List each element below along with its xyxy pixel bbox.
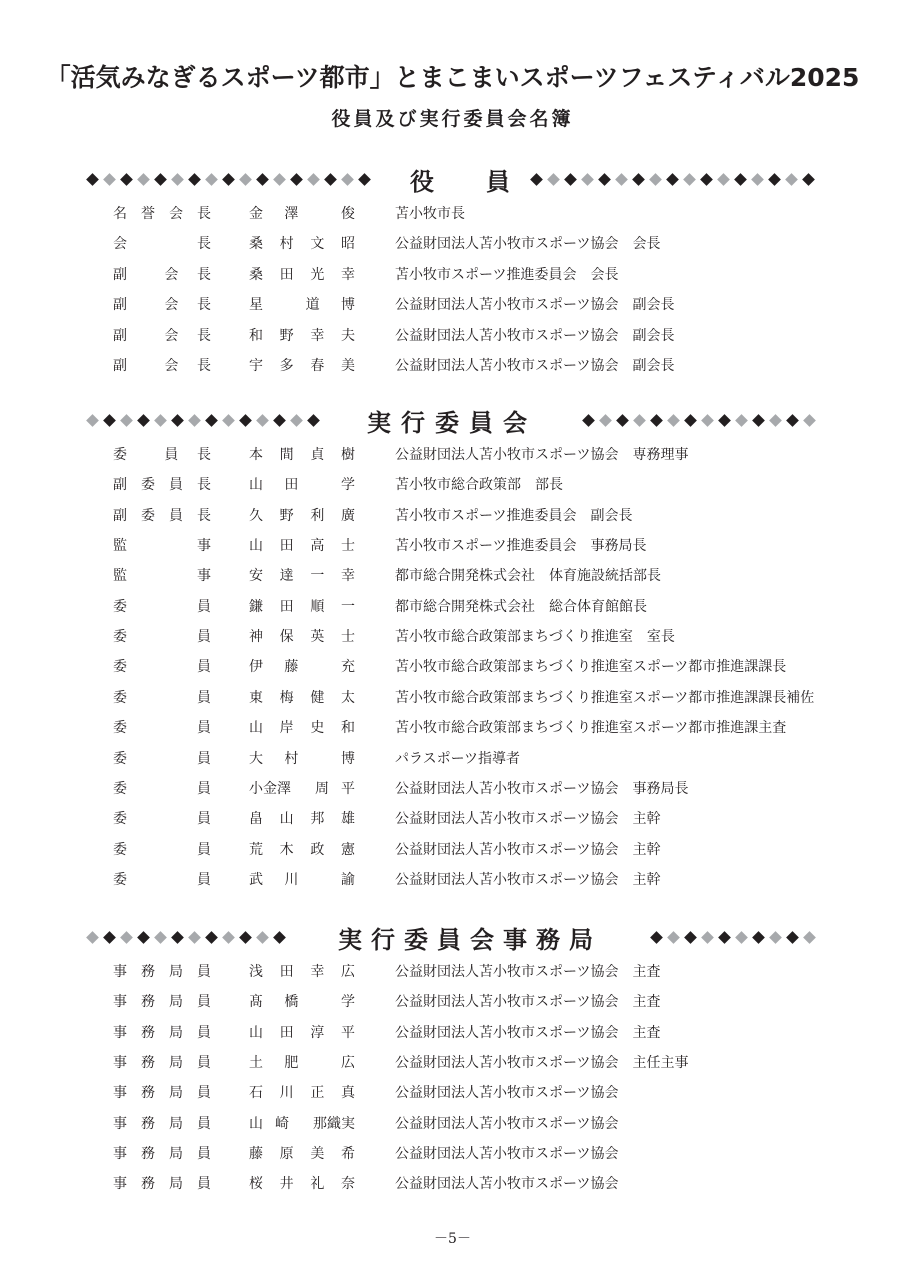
diamond-ornament-icon [103, 931, 116, 944]
person-name: 浅 田 幸 広 [249, 964, 355, 980]
diamond-divider-right [648, 929, 818, 945]
organization-position: 苫小牧市総合政策部まちづくり推進室スポーツ都市推進課課長補佐 [395, 689, 815, 706]
diamond-ornament-icon [205, 414, 218, 427]
roster-row [0, 687, 905, 709]
role-title: 名 誉 会 長 [113, 206, 211, 222]
organization-position: 苫小牧市総合政策部まちづくり推進室 室長 [395, 629, 675, 646]
roster-row [0, 717, 905, 739]
roster-row [0, 203, 905, 225]
diamond-ornament-icon [273, 931, 286, 944]
diamond-ornament-icon [768, 173, 781, 186]
diamond-ornament-icon [341, 173, 354, 186]
diamond-ornament-icon [273, 173, 286, 186]
diamond-divider-left [84, 929, 288, 945]
role-title: 監 事 [113, 568, 211, 585]
diamond-ornament-icon [667, 931, 680, 944]
diamond-ornament-icon [718, 414, 731, 427]
diamond-ornament-icon [649, 173, 662, 186]
person-name: 宇 多 春 美 [249, 358, 355, 374]
diamond-ornament-icon [734, 173, 747, 186]
roster-row [0, 1113, 905, 1135]
role-title: 事 務 局 員 [113, 1085, 211, 1102]
diamond-ornament-icon [616, 414, 629, 427]
diamond-ornament-icon [307, 414, 320, 427]
diamond-ornament-icon [290, 173, 303, 186]
diamond-divider-left [84, 412, 322, 428]
roster-row [0, 325, 905, 347]
organization-position: 公益財団法人苫小牧市スポーツ協会 [395, 1085, 619, 1102]
diamond-ornament-icon [358, 173, 371, 186]
person-name: 荒 木 政 憲 [249, 841, 355, 858]
role-title: 事 務 局 員 [113, 1024, 211, 1041]
diamond-ornament-icon [86, 173, 99, 186]
diamond-ornament-icon [256, 414, 269, 427]
diamond-ornament-icon [103, 414, 116, 427]
diamond-ornament-icon [683, 173, 696, 186]
diamond-ornament-icon [803, 414, 816, 427]
diamond-ornament-icon [120, 173, 133, 186]
document-subtitle: 役員及び実行委員会名簿 [331, 108, 574, 130]
diamond-ornament-icon [666, 173, 679, 186]
role-title: 委 員 [113, 629, 211, 646]
roster-row [0, 748, 905, 770]
diamond-ornament-icon [547, 173, 560, 186]
diamond-ornament-icon [752, 931, 765, 944]
role-title: 監 事 [113, 538, 211, 555]
role-title: 委 員 [113, 811, 211, 828]
diamond-ornament-icon [86, 414, 99, 427]
diamond-ornament-icon [581, 173, 594, 186]
diamond-ornament-icon [290, 414, 303, 427]
person-name: 畠 山 邦 雄 [249, 811, 355, 828]
person-name: 鎌 田 順 一 [249, 598, 355, 615]
diamond-ornament-icon [633, 414, 646, 427]
person-name: 東 梅 健 太 [249, 689, 355, 706]
diamond-ornament-icon [598, 173, 611, 186]
role-title: 副 会 長 [113, 297, 211, 314]
person-name: 伊 藤 充 [249, 659, 355, 676]
diamond-ornament-icon [120, 931, 133, 944]
diamond-ornament-icon [103, 173, 116, 186]
diamond-ornament-icon [615, 173, 628, 186]
person-name: 武 川 諭 [249, 871, 355, 888]
roster-row [0, 294, 905, 316]
roster-row [0, 505, 905, 527]
diamond-ornament-icon [188, 173, 201, 186]
organization-position: 苫小牧市総合政策部まちづくり推進室スポーツ都市推進課課長 [395, 659, 787, 676]
page-number: －5－ [434, 1231, 471, 1247]
person-name: 金 澤 俊 [249, 206, 355, 222]
person-name: 藤 原 美 希 [249, 1146, 355, 1163]
diamond-ornament-icon [717, 173, 730, 186]
roster-row [0, 1022, 905, 1044]
person-name: 神 保 英 士 [249, 629, 355, 646]
role-title: 副 会 長 [113, 358, 211, 374]
person-name: 山 田 高 士 [249, 538, 355, 555]
organization-position: 公益財団法人苫小牧市スポーツ協会 主任主事 [395, 1055, 689, 1072]
diamond-ornament-icon [188, 414, 201, 427]
diamond-ornament-icon [205, 173, 218, 186]
organization-position: 公益財団法人苫小牧市スポーツ協会 副会長 [395, 297, 675, 314]
diamond-ornament-icon [239, 173, 252, 186]
diamond-ornament-icon [667, 414, 680, 427]
organization-position: 苫小牧市スポーツ推進委員会 副会長 [395, 507, 633, 524]
organization-position: 公益財団法人苫小牧市スポーツ協会 主査 [395, 964, 661, 980]
diamond-ornament-icon [256, 931, 269, 944]
diamond-ornament-icon [735, 931, 748, 944]
diamond-ornament-icon [701, 931, 714, 944]
document-title: 「活気みなぎるスポーツ都市」とまこまいスポーツフェスティバル2025 [45, 63, 860, 92]
organization-position: 公益財団法人苫小牧市スポーツ協会 会長 [395, 236, 661, 253]
organization-position: 公益財団法人苫小牧市スポーツ協会 [395, 1146, 619, 1163]
organization-position: 苫小牧市スポーツ推進委員会 会長 [395, 266, 619, 283]
roster-row [0, 565, 905, 587]
section-title: 役 員 [410, 168, 524, 196]
diamond-ornament-icon [786, 414, 799, 427]
diamond-divider-right [580, 412, 818, 428]
roster-row [0, 444, 905, 466]
section-header [0, 403, 905, 437]
role-title: 事 務 局 員 [113, 1176, 211, 1193]
diamond-ornament-icon [222, 414, 235, 427]
diamond-ornament-icon [171, 931, 184, 944]
diamond-ornament-icon [239, 414, 252, 427]
diamond-ornament-icon [324, 173, 337, 186]
roster-row [0, 1143, 905, 1165]
roster-row [0, 264, 905, 286]
diamond-ornament-icon [188, 931, 201, 944]
diamond-ornament-icon [154, 931, 167, 944]
organization-position: 公益財団法人苫小牧市スポーツ協会 主幹 [395, 841, 661, 858]
organization-position: 公益財団法人苫小牧市スポーツ協会 主幹 [395, 871, 661, 888]
diamond-ornament-icon [802, 173, 815, 186]
diamond-ornament-icon [701, 414, 714, 427]
person-name: 本 間 貞 樹 [249, 447, 355, 463]
roster-row [0, 961, 905, 983]
diamond-ornament-icon [786, 931, 799, 944]
organization-position: 公益財団法人苫小牧市スポーツ協会 専務理事 [395, 447, 689, 463]
organization-position: 苫小牧市総合政策部 部長 [395, 477, 563, 494]
diamond-ornament-icon [632, 173, 645, 186]
organization-position: 都市総合開発株式会社 体育施設統括部長 [395, 568, 661, 585]
diamond-ornament-icon [751, 173, 764, 186]
diamond-ornament-icon [171, 173, 184, 186]
role-title: 委 員 長 [113, 447, 211, 463]
diamond-ornament-icon [752, 414, 765, 427]
organization-position: 苫小牧市スポーツ推進委員会 事務局長 [395, 538, 647, 555]
person-name: 和 野 幸 夫 [249, 327, 355, 344]
role-title: 委 員 [113, 871, 211, 888]
person-name: 安 達 一 幸 [249, 568, 355, 585]
role-title: 副 会 長 [113, 327, 211, 344]
diamond-ornament-icon [137, 414, 150, 427]
diamond-divider-left [84, 171, 373, 187]
roster-row [0, 474, 905, 496]
diamond-ornament-icon [120, 414, 133, 427]
roster-row [0, 233, 905, 255]
person-name: 山 岸 史 和 [249, 720, 355, 737]
role-title: 委 員 [113, 780, 211, 797]
organization-position: 公益財団法人苫小牧市スポーツ協会 [395, 1176, 619, 1193]
role-title: 事 務 局 員 [113, 1115, 211, 1132]
person-name: 山 田 淳 平 [249, 1024, 355, 1041]
roster-row [0, 535, 905, 557]
diamond-ornament-icon [205, 931, 218, 944]
role-title: 事 務 局 員 [113, 994, 211, 1011]
person-name: 大 村 博 [249, 750, 355, 767]
diamond-ornament-icon [769, 414, 782, 427]
diamond-ornament-icon [154, 173, 167, 186]
diamond-ornament-icon [718, 931, 731, 944]
person-name: 山 崎 那織実 [249, 1115, 355, 1132]
organization-position: 公益財団法人苫小牧市スポーツ協会 副会長 [395, 358, 675, 374]
diamond-ornament-icon [803, 931, 816, 944]
role-title: 事 務 局 員 [113, 964, 211, 980]
role-title: 委 員 [113, 841, 211, 858]
roster-row [0, 1052, 905, 1074]
diamond-ornament-icon [684, 414, 697, 427]
role-title: 委 員 [113, 598, 211, 615]
role-title: 委 員 [113, 720, 211, 737]
diamond-ornament-icon [154, 414, 167, 427]
diamond-ornament-icon [599, 414, 612, 427]
organization-position: 苫小牧市長 [395, 206, 465, 222]
section-title: 実行委員会 [367, 409, 537, 437]
person-name: 髙 橋 学 [249, 994, 355, 1011]
role-title: 副 委 員 長 [113, 477, 211, 494]
person-name: 星 道 博 [249, 297, 355, 314]
diamond-ornament-icon [222, 173, 235, 186]
organization-position: 公益財団法人苫小牧市スポーツ協会 主査 [395, 1024, 661, 1041]
roster-row [0, 808, 905, 830]
roster-row [0, 869, 905, 891]
diamond-ornament-icon [222, 931, 235, 944]
diamond-ornament-icon [86, 931, 99, 944]
roster-row [0, 1082, 905, 1104]
section-header [0, 162, 905, 196]
roster-row [0, 778, 905, 800]
roster-row [0, 656, 905, 678]
diamond-ornament-icon [735, 414, 748, 427]
diamond-ornament-icon [530, 173, 543, 186]
diamond-divider-right [528, 171, 817, 187]
diamond-ornament-icon [582, 414, 595, 427]
person-name: 小金澤 周 平 [249, 780, 355, 797]
organization-position: 苫小牧市総合政策部まちづくり推進室スポーツ都市推進課主査 [395, 720, 787, 737]
diamond-ornament-icon [564, 173, 577, 186]
diamond-ornament-icon [137, 931, 150, 944]
diamond-ornament-icon [137, 173, 150, 186]
diamond-ornament-icon [769, 931, 782, 944]
person-name: 石 川 正 真 [249, 1085, 355, 1102]
roster-row [0, 626, 905, 648]
organization-position: 公益財団法人苫小牧市スポーツ協会 [395, 1115, 619, 1132]
person-name: 久 野 利 廣 [249, 507, 355, 524]
person-name: 桑 田 光 幸 [249, 266, 355, 283]
role-title: 委 員 [113, 689, 211, 706]
diamond-ornament-icon [700, 173, 713, 186]
diamond-ornament-icon [307, 173, 320, 186]
role-title: 会 長 [113, 236, 211, 253]
person-name: 桜 井 礼 奈 [249, 1176, 355, 1193]
organization-position: 公益財団法人苫小牧市スポーツ協会 主幹 [395, 811, 661, 828]
organization-position: 公益財団法人苫小牧市スポーツ協会 副会長 [395, 327, 675, 344]
section-title: 実行委員会事務局 [338, 926, 602, 954]
role-title: 副 会 長 [113, 266, 211, 283]
diamond-ornament-icon [171, 414, 184, 427]
diamond-ornament-icon [239, 931, 252, 944]
section-header [0, 920, 905, 954]
diamond-ornament-icon [650, 414, 663, 427]
roster-row [0, 355, 905, 377]
organization-position: 公益財団法人苫小牧市スポーツ協会 事務局長 [395, 780, 689, 797]
person-name: 桑 村 文 昭 [249, 236, 355, 253]
person-name: 山 田 学 [249, 477, 355, 494]
roster-row [0, 839, 905, 861]
diamond-ornament-icon [650, 931, 663, 944]
role-title: 事 務 局 員 [113, 1146, 211, 1163]
organization-position: 都市総合開発株式会社 総合体育館館長 [395, 598, 647, 615]
roster-row [0, 1173, 905, 1195]
organization-position: 公益財団法人苫小牧市スポーツ協会 主査 [395, 994, 661, 1011]
diamond-ornament-icon [256, 173, 269, 186]
person-name: 土 肥 広 [249, 1055, 355, 1072]
role-title: 副 委 員 長 [113, 507, 211, 524]
roster-row [0, 596, 905, 618]
role-title: 委 員 [113, 750, 211, 767]
roster-row [0, 991, 905, 1013]
organization-position: パラスポーツ指導者 [395, 750, 521, 767]
diamond-ornament-icon [273, 414, 286, 427]
role-title: 事 務 局 員 [113, 1055, 211, 1072]
role-title: 委 員 [113, 659, 211, 676]
diamond-ornament-icon [785, 173, 798, 186]
diamond-ornament-icon [684, 931, 697, 944]
